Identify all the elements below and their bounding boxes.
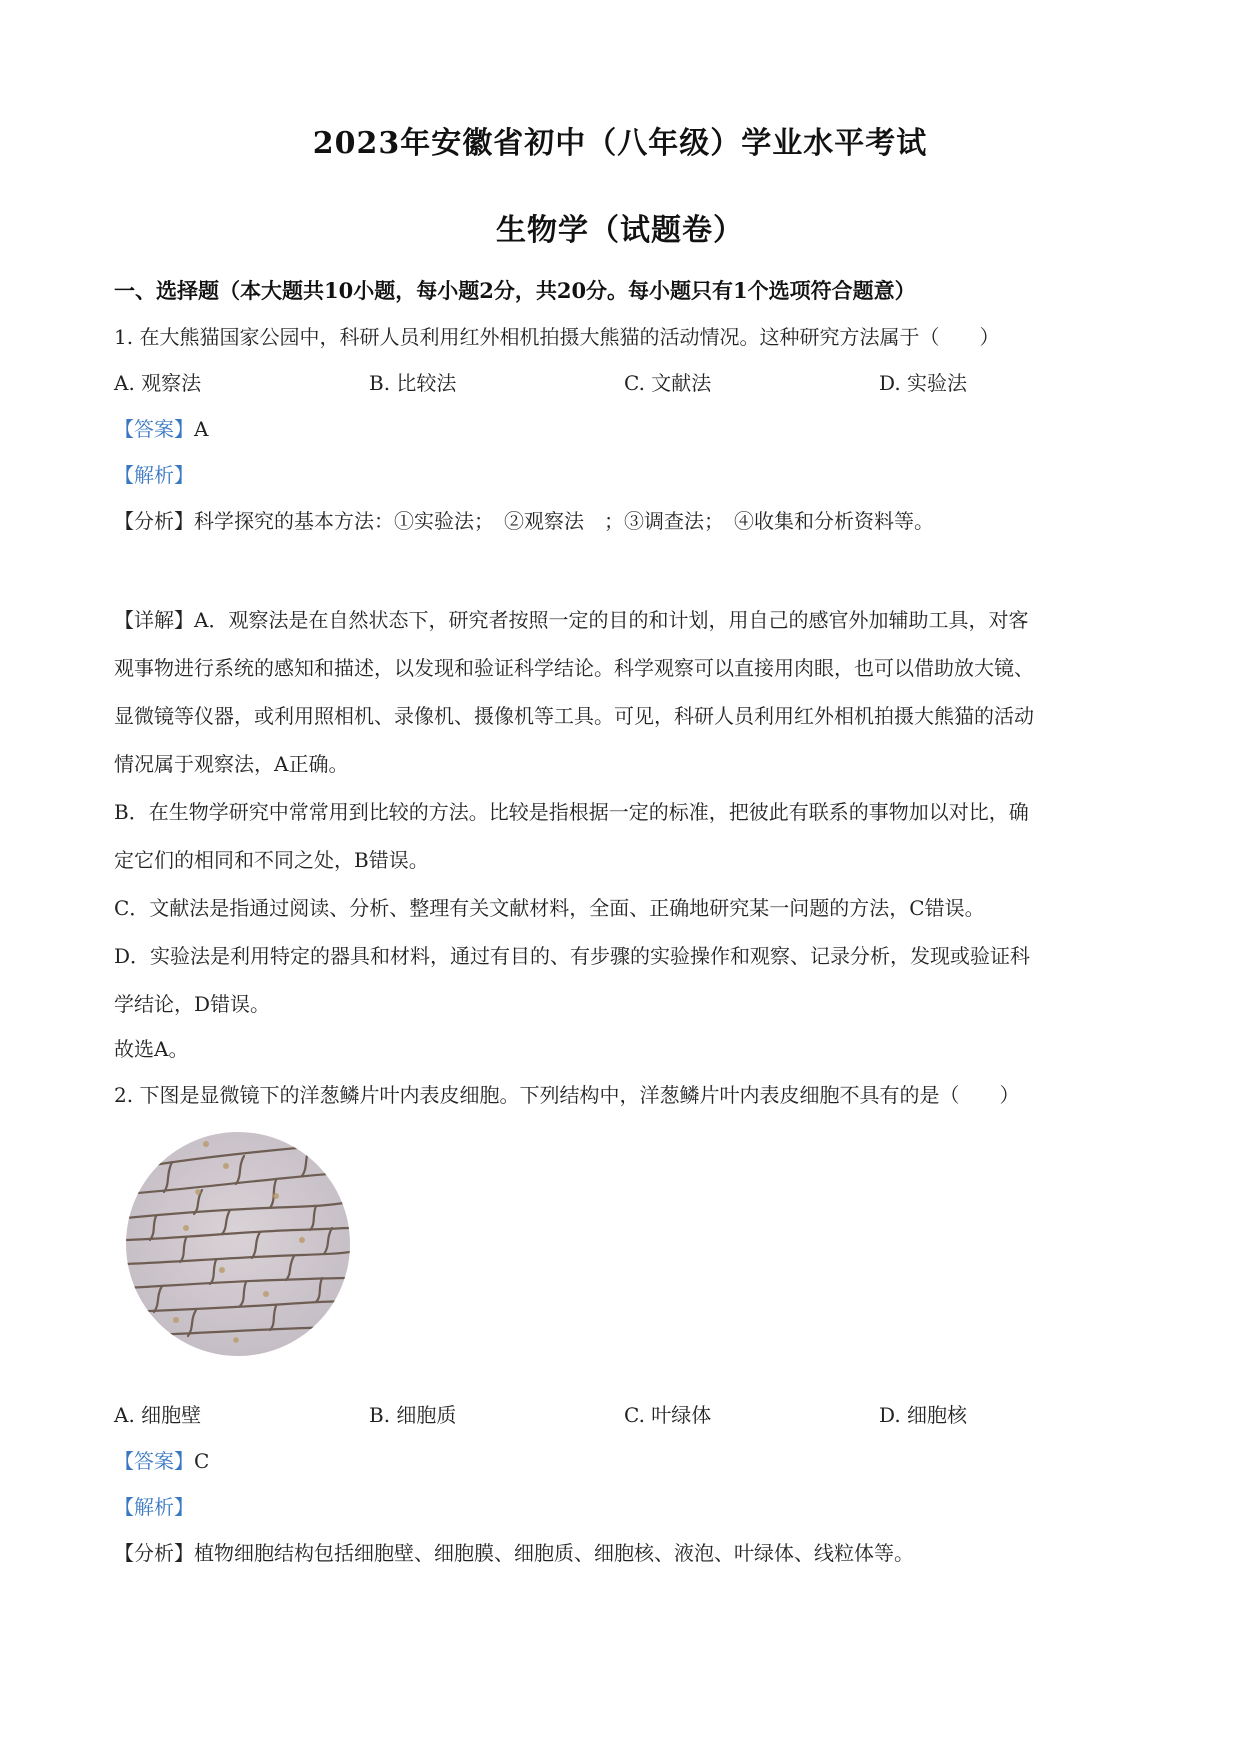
q2-answer-value: C	[194, 1449, 210, 1473]
q2-option-c: C. 叶绿体	[624, 1403, 712, 1427]
q1-answer	[114, 414, 208, 444]
exam-title: 2023年安徽省初中（八年级）学业水平考试	[312, 126, 928, 161]
q1-detail-text: A．观察法是在自然状态下，研究者按照一定的目的和计划，用自己的感官外加辅助工具，对客	[194, 608, 1029, 632]
q2-fenxi-text: 植物细胞结构包括细胞壁、细胞膜、细胞质、细胞核、液泡、叶绿体、线粒体等。	[194, 1541, 914, 1565]
q1-option-b: B. 比较法	[369, 371, 457, 395]
q1-detail-line-1	[114, 605, 1028, 635]
q1-detail-line-4: 情况属于观察法，A正确。	[114, 752, 349, 776]
section-heading: 一、选择题（本大题共10小题，每小题2分，共20分。每小题只有1个选项符合题意）	[114, 278, 916, 303]
exam-subtitle: 生物学（试题卷）	[496, 213, 744, 248]
q1-detail-line-3: 显微镜等仪器，或利用照相机、录像机、摄像机等工具。可见，科研人员利用红外相机拍摄大熊猫的活动	[114, 704, 1034, 728]
q1-detail-line-8: D．实验法是利用特定的器具和材料，通过有目的、有步骤的实验操作和观察、记录分析，发现或验证科	[114, 944, 1031, 968]
q2-option-a: A. 细胞壁	[114, 1403, 202, 1427]
q2-option-b: B. 细胞质	[369, 1403, 457, 1427]
q1-option-a: A. 观察法	[114, 371, 202, 395]
q1-fenxi	[114, 506, 934, 536]
q2-fenxi	[114, 1538, 914, 1568]
onion-epidermis-micrograph	[126, 1132, 350, 1356]
q1-detail-line-7: C．文献法是指通过阅读、分析、整理有关文献材料，全面、正确地研究某一问题的方法，C错误。	[114, 896, 985, 920]
q1-fenxi-tag: 【分析】	[114, 509, 194, 533]
q2-option-d: D. 细胞核	[879, 1403, 968, 1427]
q1-answer-value: A	[194, 417, 209, 441]
q2-analysis-tag: 【解析】	[114, 1495, 194, 1519]
q1-detail-line-2: 观事物进行系统的感知和描述，以发现和验证科学结论。科学观察可以直接用肉眼，也可以借助放大镜、	[114, 656, 1034, 680]
q1-option-c: C. 文献法	[624, 371, 712, 395]
q1-detail-tag: 【详解】	[114, 608, 194, 632]
q1-detail-line-6: 定它们的相同和不同之处，B错误。	[114, 848, 429, 872]
q1-detail-line-5: B．在生物学研究中常常用到比较的方法。比较是指根据一定的标准，把彼此有联系的事物加以对比，确	[114, 800, 1029, 824]
q2-answer-tag: 【答案】	[114, 1449, 194, 1473]
q2-answer	[114, 1446, 209, 1476]
q1-option-d: D. 实验法	[879, 371, 968, 395]
q1-detail-line-10: 故选A。	[114, 1037, 189, 1061]
q1-answer-tag: 【答案】	[114, 417, 194, 441]
q1-fenxi-text: 科学探究的基本方法：①实验法； ②观察法 ；③调查法； ④收集和分析资料等。	[194, 509, 934, 533]
q1-detail-line-9: 学结论，D错误。	[114, 992, 271, 1016]
q2-fenxi-tag: 【分析】	[114, 1541, 194, 1565]
onion-cells-image	[126, 1132, 350, 1356]
q1-stem: 1. 在大熊猫国家公园中，科研人员利用红外相机拍摄大熊猫的活动情况。这种研究方法属于（ ）	[114, 325, 1000, 349]
q2-stem: 2. 下图是显微镜下的洋葱鳞片叶内表皮细胞。下列结构中，洋葱鳞片叶内表皮细胞不具有的是（ ）	[114, 1083, 1020, 1107]
q1-analysis-tag: 【解析】	[114, 463, 194, 487]
